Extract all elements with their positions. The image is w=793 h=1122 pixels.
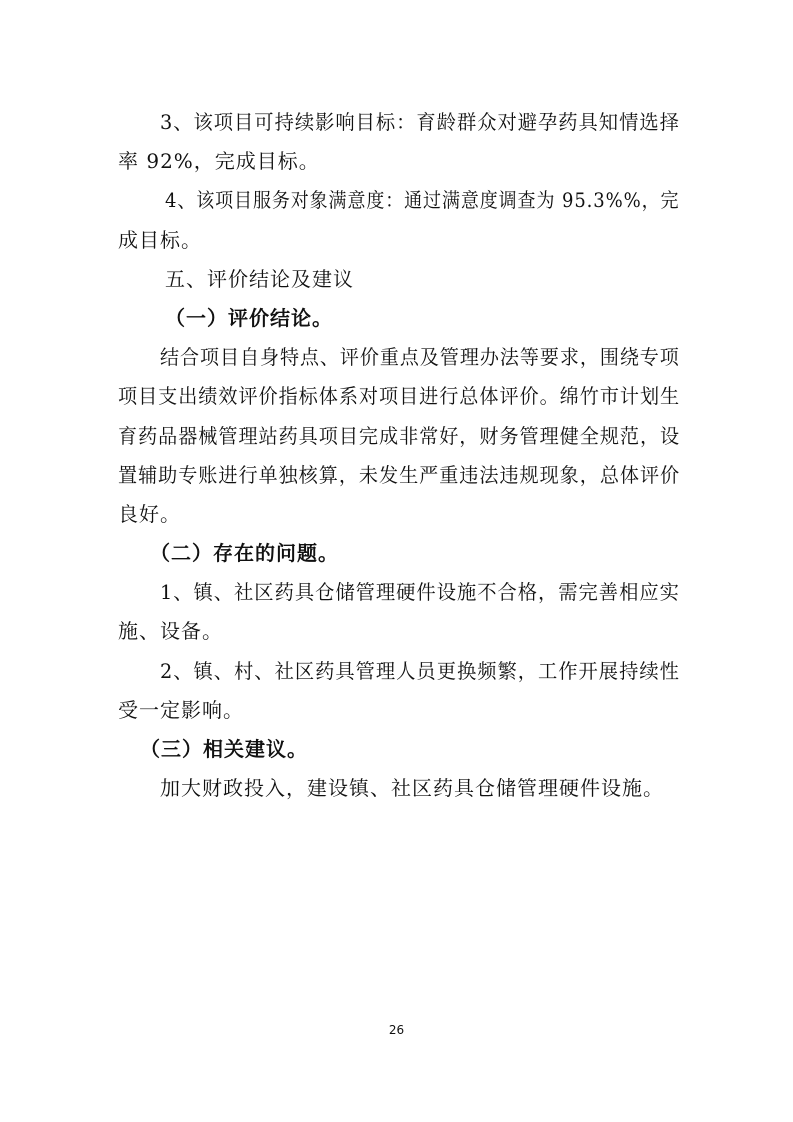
paragraph-suggestion-line1: 加大财政投入，建设镇、社区药具仓储管理硬件设施。 [160,776,664,800]
paragraph-problem1-line2: 施、设备。 [118,619,223,643]
paragraph-evaluation-line1: 结合项目自身特点、评价重点及管理办法等要求，围绕专项 [160,345,680,369]
paragraph-evaluation-line4: 置辅助专账进行单独核算，未发生严重违法违规现象，总体评价 [118,463,681,487]
paragraph-sustainability-line1: 3、该项目可持续影响目标：育龄群众对避孕药具知情选择 [160,110,680,134]
paragraph-problem2-line2: 受一定影响。 [118,698,244,722]
paragraph-evaluation-line2: 项目支出绩效评价指标体系对项目进行总体评价。绵竹市计划生 [118,384,681,408]
paragraph-evaluation-line3: 育药品器械管理站药具项目完成非常好，财务管理健全规范，设 [118,424,681,448]
subsection-heading-evaluation: （一）评价结论。 [165,306,333,330]
page-number: 26 [388,1023,405,1037]
subsection-heading-problems: （二）存在的问题。 [150,541,339,565]
section-heading-conclusions: 五、评价结论及建议 [165,267,354,291]
paragraph-problem1-line1: 1、镇、社区药具仓储管理硬件设施不合格，需完善相应实 [160,580,680,604]
paragraph-sustainability-line2: 率 92%，完成目标。 [118,149,320,173]
subsection-heading-suggestions: （三）相关建议。 [140,737,308,761]
paragraph-satisfaction-line2: 成目标。 [118,228,202,252]
paragraph-satisfaction-line1: 4、该项目服务对象满意度：通过满意度调查为 95.3%%，完 [165,188,680,212]
paragraph-evaluation-line5: 良好。 [118,502,181,526]
paragraph-problem2-line1: 2、镇、村、社区药具管理人员更换频繁，工作开展持续性 [160,659,680,683]
